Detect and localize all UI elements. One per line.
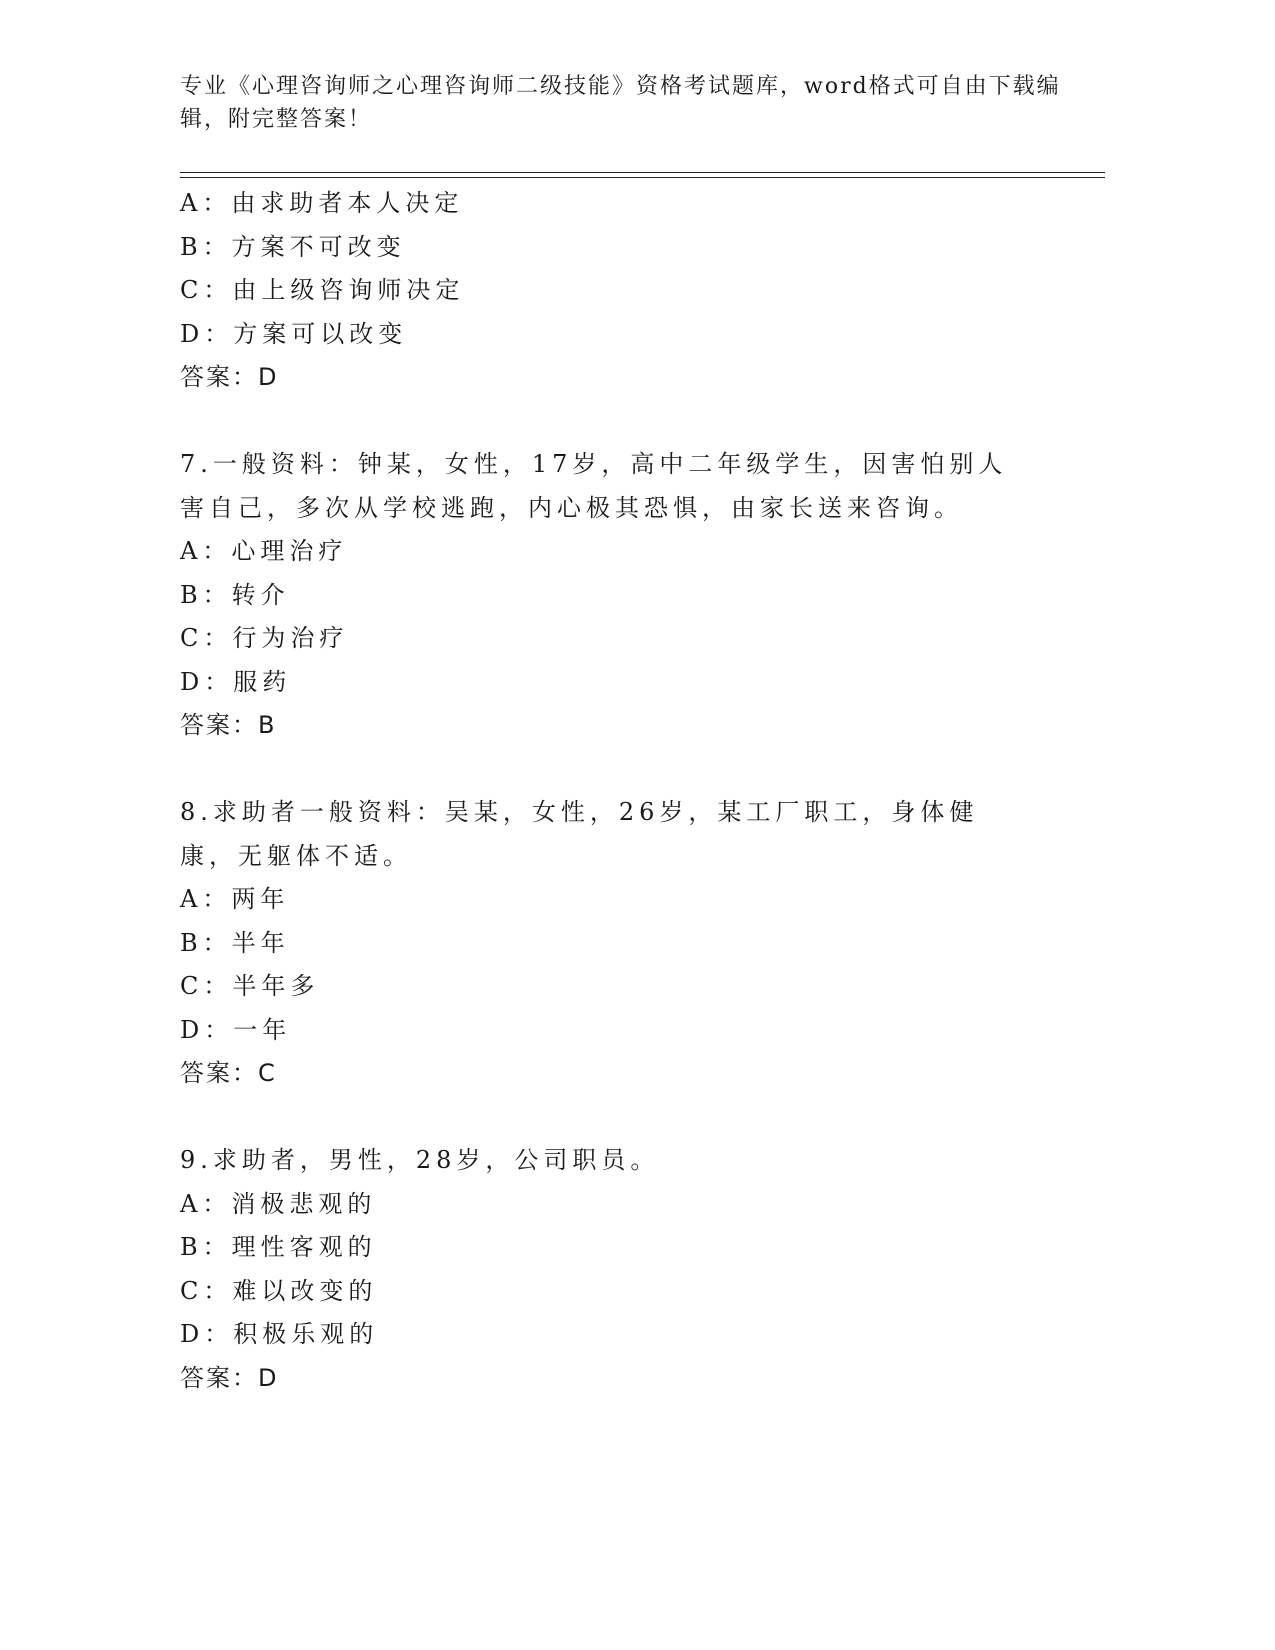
spacer	[180, 1096, 1060, 1140]
question-block-7	[180, 443, 1060, 748]
option-a: A：两年	[180, 885, 290, 913]
question-block-6	[180, 182, 1060, 400]
option-a: A：由求助者本人决定	[180, 189, 464, 217]
option-d: D：服药	[180, 667, 292, 696]
option-c: C：半年多	[180, 972, 320, 1000]
document-header: 专业《心理咨询师之心理咨询师二级技能》资格考试题库，word格式可自由下载编辑，附完整答案！	[180, 74, 1061, 132]
option-b: B：理性客观的	[180, 1233, 377, 1261]
answer: 答案：D	[180, 1363, 279, 1392]
header-rule-top	[180, 172, 1105, 173]
header-rule-bottom	[180, 177, 1105, 178]
answer: 答案：C	[180, 1059, 277, 1087]
option-b: B：转介	[180, 580, 290, 609]
question-block-9	[180, 1139, 1060, 1400]
question-block-8	[180, 791, 1060, 1096]
question-text: 8.求助者一般资料：吴某，女性，26岁，某工厂职工，身体健康，无躯体不适。	[180, 798, 979, 870]
answer: 答案：B	[180, 711, 277, 739]
question-text: 7.一般资料：钟某，女性，17岁，高中二年级学生，因害怕别人害自己，多次从学校逃跑，内心极其恐惧，由家长送来咨询。	[180, 450, 1008, 522]
answer: 答案：D	[180, 363, 279, 391]
option-b: B：方案不可改变	[180, 232, 406, 261]
option-a: A：消极悲观的	[180, 1189, 377, 1218]
option-a: A：心理治疗	[180, 537, 348, 565]
option-d: D：方案可以改变	[180, 319, 408, 348]
option-d: D：一年	[180, 1015, 292, 1044]
option-c: C：难以改变的	[180, 1276, 378, 1305]
option-c: C：行为治疗	[180, 624, 349, 652]
question-text: 9.求助者，男性，28岁，公司职员。	[180, 1146, 660, 1174]
option-d: D：积极乐观的	[180, 1320, 379, 1348]
spacer	[180, 748, 1060, 792]
option-c: C：由上级咨询师决定	[180, 276, 465, 304]
spacer	[180, 400, 1060, 444]
option-b: B：半年	[180, 928, 290, 957]
question-list	[180, 182, 1060, 1400]
